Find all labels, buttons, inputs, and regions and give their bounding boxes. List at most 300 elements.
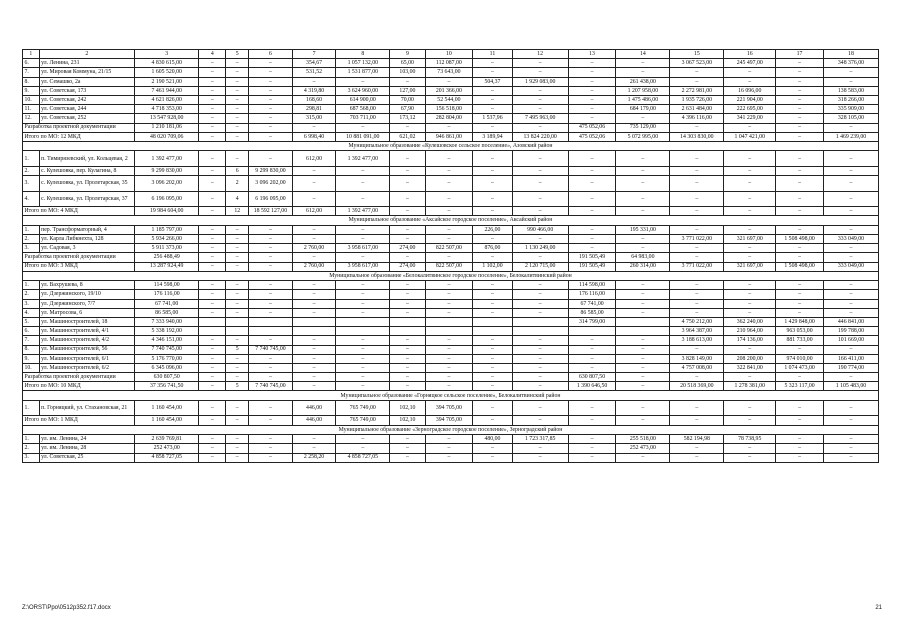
table-cell: – bbox=[616, 345, 670, 354]
table-cell: 876,00 bbox=[473, 244, 512, 253]
table-cell: 37 356 741,50 bbox=[135, 382, 199, 391]
column-number: 18 bbox=[823, 50, 878, 59]
summary-row bbox=[23, 207, 879, 216]
table-cell: 2. bbox=[23, 290, 40, 299]
table-cell: 4 396 116,00 bbox=[670, 114, 724, 123]
table-cell: 221 904,00 bbox=[724, 95, 776, 104]
table-cell bbox=[292, 327, 336, 336]
table-cell: 1 392 477,00 bbox=[135, 151, 199, 167]
table-cell: – bbox=[776, 225, 824, 234]
table-cell: – bbox=[425, 77, 473, 86]
table-cell: – bbox=[670, 225, 724, 234]
summary-row bbox=[23, 253, 879, 262]
table-cell: 2 631 484,00 bbox=[670, 105, 724, 114]
table-cell bbox=[390, 317, 425, 326]
table-cell: – bbox=[226, 244, 249, 253]
table-cell: – bbox=[568, 225, 616, 234]
table-cell: 166 411,00 bbox=[823, 354, 878, 363]
table-cell: – bbox=[823, 77, 878, 86]
table-row bbox=[23, 95, 879, 104]
table-cell: – bbox=[473, 59, 512, 68]
table-cell: 67 741,00 bbox=[135, 299, 199, 308]
summary-label: Итого по МО: 4 МКД bbox=[23, 207, 135, 216]
column-number: 1 bbox=[23, 50, 40, 59]
table-cell: – bbox=[568, 68, 616, 77]
table-cell: 78 738,95 bbox=[724, 435, 776, 444]
table-cell: – bbox=[512, 336, 568, 345]
table-cell: 735 129,00 bbox=[616, 123, 670, 132]
table-row bbox=[23, 327, 879, 336]
table-cell: 765 749,00 bbox=[336, 416, 390, 425]
column-number: 3 bbox=[135, 50, 199, 59]
table-cell: – bbox=[390, 176, 425, 192]
table-cell: 7 461 944,00 bbox=[135, 86, 199, 95]
table-cell: – bbox=[292, 123, 336, 132]
table-cell bbox=[390, 327, 425, 336]
table-cell: 10. bbox=[23, 95, 40, 104]
table-cell: 446 841,00 bbox=[823, 317, 878, 326]
table-cell: 1 429 848,00 bbox=[776, 317, 824, 326]
table-cell: – bbox=[473, 68, 512, 77]
table-cell bbox=[425, 317, 473, 326]
column-number: 5 bbox=[226, 50, 249, 59]
table-cell: – bbox=[390, 363, 425, 372]
table-cell: 2 bbox=[226, 176, 249, 192]
table-cell: – bbox=[616, 244, 670, 253]
table-cell: – bbox=[568, 444, 616, 453]
table-cell: 5 934 266,00 bbox=[135, 234, 199, 243]
summary-row bbox=[23, 373, 879, 382]
table-cell: 9 299 830,00 bbox=[249, 166, 293, 175]
summary-row bbox=[23, 132, 879, 141]
table-cell: – bbox=[670, 281, 724, 290]
table-cell: – bbox=[226, 151, 249, 167]
table-cell: – bbox=[776, 345, 824, 354]
table-cell: – bbox=[616, 382, 670, 391]
table-cell: 9. bbox=[23, 86, 40, 95]
table-cell: – bbox=[670, 151, 724, 167]
table-cell: 245 497,00 bbox=[724, 59, 776, 68]
table-row bbox=[23, 151, 879, 167]
table-cell: 2 272 981,00 bbox=[670, 86, 724, 95]
table-cell: 3 189,94 bbox=[473, 132, 512, 141]
table-cell: – bbox=[724, 123, 776, 132]
table-cell: 260 314,00 bbox=[616, 262, 670, 271]
table-cell: – bbox=[249, 453, 293, 462]
table-cell: 1 508 498,00 bbox=[776, 262, 824, 271]
table-cell: – bbox=[390, 253, 425, 262]
table-cell: – bbox=[512, 123, 568, 132]
table-cell: 5 176 770,00 bbox=[135, 354, 199, 363]
table-cell: – bbox=[249, 281, 293, 290]
table-cell: – bbox=[249, 105, 293, 114]
address-cell: ул. Матросова, 6 bbox=[39, 308, 134, 317]
table-cell: – bbox=[823, 151, 878, 167]
table-cell: 298,81 bbox=[292, 105, 336, 114]
table-cell: 256 488,49 bbox=[135, 253, 199, 262]
table-cell: – bbox=[226, 336, 249, 345]
table-cell: – bbox=[776, 176, 824, 192]
table-cell: – bbox=[226, 363, 249, 372]
table-cell: – bbox=[512, 400, 568, 416]
column-number: 2 bbox=[39, 50, 134, 59]
table-cell: – bbox=[473, 308, 512, 317]
table-row bbox=[23, 308, 879, 317]
table-cell: 822 507,00 bbox=[425, 262, 473, 271]
table-cell: – bbox=[823, 453, 878, 462]
table-cell: – bbox=[390, 151, 425, 167]
table-cell: – bbox=[776, 123, 824, 132]
table-cell: – bbox=[226, 453, 249, 462]
table-cell: – bbox=[226, 105, 249, 114]
table-cell: – bbox=[336, 225, 390, 234]
table-row bbox=[23, 176, 879, 192]
table-cell: – bbox=[226, 290, 249, 299]
table-cell: 2 120 715,00 bbox=[512, 262, 568, 271]
table-cell: – bbox=[670, 453, 724, 462]
table-cell: 274,00 bbox=[390, 244, 425, 253]
table-row bbox=[23, 225, 879, 234]
table-cell: 4 346 151,00 bbox=[135, 336, 199, 345]
table-cell: 881 733,00 bbox=[776, 336, 824, 345]
table-cell: 1 392 477,00 bbox=[336, 151, 390, 167]
table-cell: – bbox=[336, 123, 390, 132]
table-row bbox=[23, 191, 879, 207]
table-cell: – bbox=[512, 345, 568, 354]
table-cell: – bbox=[512, 59, 568, 68]
table-cell: 1. bbox=[23, 281, 40, 290]
table-cell: – bbox=[390, 234, 425, 243]
table-cell: – bbox=[199, 86, 226, 95]
table-cell: 14 303 830,00 bbox=[670, 132, 724, 141]
table-cell: – bbox=[512, 281, 568, 290]
table-cell: – bbox=[199, 336, 226, 345]
table-cell: – bbox=[776, 373, 824, 382]
table-cell: 261 438,00 bbox=[616, 77, 670, 86]
table-cell: – bbox=[425, 345, 473, 354]
table-cell: – bbox=[292, 308, 336, 317]
table-cell: 504,37 bbox=[473, 77, 512, 86]
table-cell: 1 057 132,00 bbox=[336, 59, 390, 68]
table-cell: 3 964 387,00 bbox=[670, 327, 724, 336]
table-cell: – bbox=[512, 444, 568, 453]
table-cell: 3 958 617,00 bbox=[336, 262, 390, 271]
table-cell: 328 105,00 bbox=[823, 114, 878, 123]
table-row bbox=[23, 345, 879, 354]
table-row bbox=[23, 290, 879, 299]
table-cell: – bbox=[823, 253, 878, 262]
table-cell: – bbox=[512, 308, 568, 317]
table-cell: – bbox=[292, 299, 336, 308]
table-cell: – bbox=[226, 132, 249, 141]
table-cell: – bbox=[670, 77, 724, 86]
table-cell: – bbox=[724, 400, 776, 416]
table-cell: – bbox=[249, 336, 293, 345]
table-cell: – bbox=[568, 114, 616, 123]
table-cell: 4 830 615,00 bbox=[135, 59, 199, 68]
address-cell: ул. Мировая Коммуна, 21/15 bbox=[39, 68, 134, 77]
address-cell: ул. Садовая, 3 bbox=[39, 244, 134, 253]
table-cell: 16 096,00 bbox=[724, 86, 776, 95]
summary-label: Разработка проектной документации bbox=[23, 253, 135, 262]
table-cell: – bbox=[568, 435, 616, 444]
table-cell: – bbox=[199, 354, 226, 363]
table-cell: 2. bbox=[23, 234, 40, 243]
table-cell: – bbox=[512, 191, 568, 207]
table-cell: – bbox=[512, 363, 568, 372]
table-cell: – bbox=[425, 151, 473, 167]
column-number: 4 bbox=[199, 50, 226, 59]
table-cell: – bbox=[249, 225, 293, 234]
table-cell: – bbox=[670, 416, 724, 425]
summary-label: Итого по МО: 10 МКД bbox=[23, 382, 135, 391]
table-cell: – bbox=[776, 207, 824, 216]
table-cell: – bbox=[425, 281, 473, 290]
table-cell: 394 705,00 bbox=[425, 400, 473, 416]
table-cell: – bbox=[823, 244, 878, 253]
section-title: Муниципальное образование «Горняцкое сельское поселение», Белокалитвинский район bbox=[23, 391, 879, 401]
table-cell: – bbox=[292, 234, 336, 243]
address-cell: ул. Советская, 244 bbox=[39, 105, 134, 114]
table-cell: – bbox=[823, 444, 878, 453]
table-cell: – bbox=[199, 382, 226, 391]
summary-row bbox=[23, 262, 879, 271]
table-cell: 101 669,00 bbox=[823, 336, 878, 345]
table-body bbox=[23, 50, 879, 463]
table-cell: – bbox=[249, 114, 293, 123]
address-cell: ул. Советская, 252 bbox=[39, 114, 134, 123]
table-cell: – bbox=[724, 207, 776, 216]
table-cell: 3. bbox=[23, 299, 40, 308]
summary-label: Разработка проектной документации bbox=[23, 373, 135, 382]
table-cell: 12 bbox=[226, 207, 249, 216]
table-cell: – bbox=[199, 151, 226, 167]
table-cell bbox=[199, 327, 226, 336]
table-cell: 7. bbox=[23, 68, 40, 77]
table-cell: 4. bbox=[23, 308, 40, 317]
table-cell: – bbox=[512, 151, 568, 167]
table-cell: – bbox=[823, 207, 878, 216]
table-cell: – bbox=[292, 191, 336, 207]
table-cell: – bbox=[616, 59, 670, 68]
table-cell: 156 518,00 bbox=[425, 105, 473, 114]
table-cell: – bbox=[823, 225, 878, 234]
table-cell: – bbox=[425, 234, 473, 243]
table-cell: – bbox=[249, 132, 293, 141]
table-cell: – bbox=[199, 262, 226, 271]
table-cell: 222 695,00 bbox=[724, 105, 776, 114]
table-row bbox=[23, 453, 879, 462]
table-cell: 4 858 727,05 bbox=[135, 453, 199, 462]
table-cell: – bbox=[473, 373, 512, 382]
table-cell: 348 376,00 bbox=[823, 59, 878, 68]
table-cell: 1 531 877,00 bbox=[336, 68, 390, 77]
section-title: Муниципальное образование «Аксайское городское поселение», Аксайский район bbox=[23, 216, 879, 226]
table-cell: – bbox=[390, 345, 425, 354]
table-cell: – bbox=[724, 416, 776, 425]
table-cell: 2 190 521,00 bbox=[135, 77, 199, 86]
table-cell: – bbox=[568, 336, 616, 345]
table-cell: 582 194,98 bbox=[670, 435, 724, 444]
table-cell: – bbox=[512, 253, 568, 262]
table-cell: – bbox=[568, 453, 616, 462]
address-cell: с. Кулешовка, пер. Кулагина, 8 bbox=[39, 166, 134, 175]
table-cell: – bbox=[670, 345, 724, 354]
table-cell: 67,90 bbox=[390, 105, 425, 114]
table-cell: – bbox=[512, 105, 568, 114]
address-cell: п. Тимирязевский, ул. Кольцевая, 2 bbox=[39, 151, 134, 167]
table-cell bbox=[568, 327, 616, 336]
table-cell: 7 740 745,00 bbox=[249, 382, 293, 391]
column-number: 11 bbox=[473, 50, 512, 59]
table-cell: 176 116,00 bbox=[135, 290, 199, 299]
address-cell: с. Кулешовка, ул. Пролетарская, 37 bbox=[39, 191, 134, 207]
table-cell: 1 074 473,00 bbox=[776, 363, 824, 372]
table-cell: – bbox=[425, 435, 473, 444]
table-cell: 318 266,00 bbox=[823, 95, 878, 104]
table-cell: 687 568,00 bbox=[336, 105, 390, 114]
table-cell: – bbox=[249, 262, 293, 271]
table-cell: – bbox=[473, 363, 512, 372]
table-cell: 1 508 498,00 bbox=[776, 234, 824, 243]
table-cell: 8. bbox=[23, 77, 40, 86]
table-cell: – bbox=[425, 336, 473, 345]
table-cell: 822 507,00 bbox=[425, 244, 473, 253]
column-number: 16 bbox=[724, 50, 776, 59]
table-cell: – bbox=[249, 435, 293, 444]
table-cell: – bbox=[425, 176, 473, 192]
table-cell: – bbox=[292, 77, 336, 86]
table-cell: 9 299 830,00 bbox=[135, 166, 199, 175]
table-row bbox=[23, 299, 879, 308]
table-cell: – bbox=[226, 225, 249, 234]
table-cell: 4. bbox=[23, 191, 40, 207]
address-cell: ул. Машиностроителей, 4/1 bbox=[39, 327, 134, 336]
table-cell: 3 096 202,00 bbox=[249, 176, 293, 192]
table-cell: – bbox=[670, 191, 724, 207]
table-cell: – bbox=[670, 176, 724, 192]
column-number: 13 bbox=[568, 50, 616, 59]
table-cell: – bbox=[568, 244, 616, 253]
table-cell: – bbox=[473, 290, 512, 299]
table-cell: – bbox=[724, 77, 776, 86]
table-row bbox=[23, 166, 879, 175]
table-cell: 191 505,49 bbox=[568, 253, 616, 262]
table-cell: – bbox=[336, 363, 390, 372]
table-cell: – bbox=[249, 77, 293, 86]
table-cell: 1. bbox=[23, 151, 40, 167]
table-cell: – bbox=[670, 444, 724, 453]
table-cell: – bbox=[473, 299, 512, 308]
table-cell: – bbox=[776, 444, 824, 453]
table-cell: – bbox=[199, 299, 226, 308]
table-cell: – bbox=[670, 308, 724, 317]
table-cell: – bbox=[670, 207, 724, 216]
table-cell: – bbox=[473, 336, 512, 345]
table-cell: – bbox=[292, 166, 336, 175]
table-cell: 1 605 520,00 bbox=[135, 68, 199, 77]
table-cell: – bbox=[616, 336, 670, 345]
table-cell: – bbox=[249, 444, 293, 453]
table-cell: – bbox=[724, 253, 776, 262]
table-cell: – bbox=[226, 435, 249, 444]
address-cell: ул. Советская, 25 bbox=[39, 453, 134, 462]
table-cell: – bbox=[199, 253, 226, 262]
table-cell: – bbox=[616, 354, 670, 363]
table-cell: – bbox=[473, 400, 512, 416]
table-cell: – bbox=[390, 207, 425, 216]
table-cell: – bbox=[226, 77, 249, 86]
table-cell: – bbox=[512, 68, 568, 77]
table-cell: – bbox=[616, 114, 670, 123]
table-cell: – bbox=[425, 225, 473, 234]
table-cell: – bbox=[425, 444, 473, 453]
table-cell: 333 049,00 bbox=[823, 234, 878, 243]
table-cell: – bbox=[823, 416, 878, 425]
table-cell: – bbox=[823, 166, 878, 175]
column-number-row bbox=[23, 50, 879, 59]
table-cell: 255 518,00 bbox=[616, 435, 670, 444]
table-cell: 20 518 369,00 bbox=[670, 382, 724, 391]
table-cell: – bbox=[473, 105, 512, 114]
table-cell: – bbox=[199, 68, 226, 77]
table-cell: – bbox=[512, 382, 568, 391]
table-row bbox=[23, 336, 879, 345]
table-cell: 10 881 091,00 bbox=[336, 132, 390, 141]
table-cell: – bbox=[823, 123, 878, 132]
table-cell: 173,12 bbox=[390, 114, 425, 123]
table-cell: 226,00 bbox=[473, 225, 512, 234]
table-cell: – bbox=[292, 281, 336, 290]
table-cell: – bbox=[226, 59, 249, 68]
table-cell bbox=[616, 327, 670, 336]
table-cell: – bbox=[776, 244, 824, 253]
table-row bbox=[23, 400, 879, 416]
table-cell bbox=[226, 317, 249, 326]
table-cell: – bbox=[616, 363, 670, 372]
table-cell: – bbox=[823, 345, 878, 354]
table-cell: 974 010,00 bbox=[776, 354, 824, 363]
section-title: Муниципальное образование «Зерноградское городское поселение», Зерноградский район bbox=[23, 425, 879, 435]
table-cell: – bbox=[336, 336, 390, 345]
table-cell: – bbox=[512, 373, 568, 382]
table-cell: – bbox=[512, 354, 568, 363]
table-cell: 13 287 924,49 bbox=[135, 262, 199, 271]
table-cell: – bbox=[473, 281, 512, 290]
table-cell: – bbox=[724, 68, 776, 77]
table-cell: 102,10 bbox=[390, 416, 425, 425]
address-cell: ул. Машиностроителей, 6/1 bbox=[39, 354, 134, 363]
table-cell: – bbox=[249, 68, 293, 77]
table-cell: – bbox=[199, 435, 226, 444]
table-cell: – bbox=[776, 166, 824, 175]
table-cell: – bbox=[473, 354, 512, 363]
table-cell: – bbox=[616, 207, 670, 216]
table-cell: – bbox=[226, 444, 249, 453]
table-cell: – bbox=[226, 400, 249, 416]
table-cell: 18 592 127,00 bbox=[249, 207, 293, 216]
table-cell: 19 984 604,00 bbox=[135, 207, 199, 216]
table-cell: 354,67 bbox=[292, 59, 336, 68]
table-cell: 7 740 745,00 bbox=[249, 345, 293, 354]
table-row bbox=[23, 86, 879, 95]
table-cell: – bbox=[616, 299, 670, 308]
table-cell: 70,00 bbox=[390, 95, 425, 104]
table-cell: – bbox=[199, 77, 226, 86]
table-cell: – bbox=[226, 262, 249, 271]
table-cell: – bbox=[823, 290, 878, 299]
table-cell: 1 185 797,00 bbox=[135, 225, 199, 234]
